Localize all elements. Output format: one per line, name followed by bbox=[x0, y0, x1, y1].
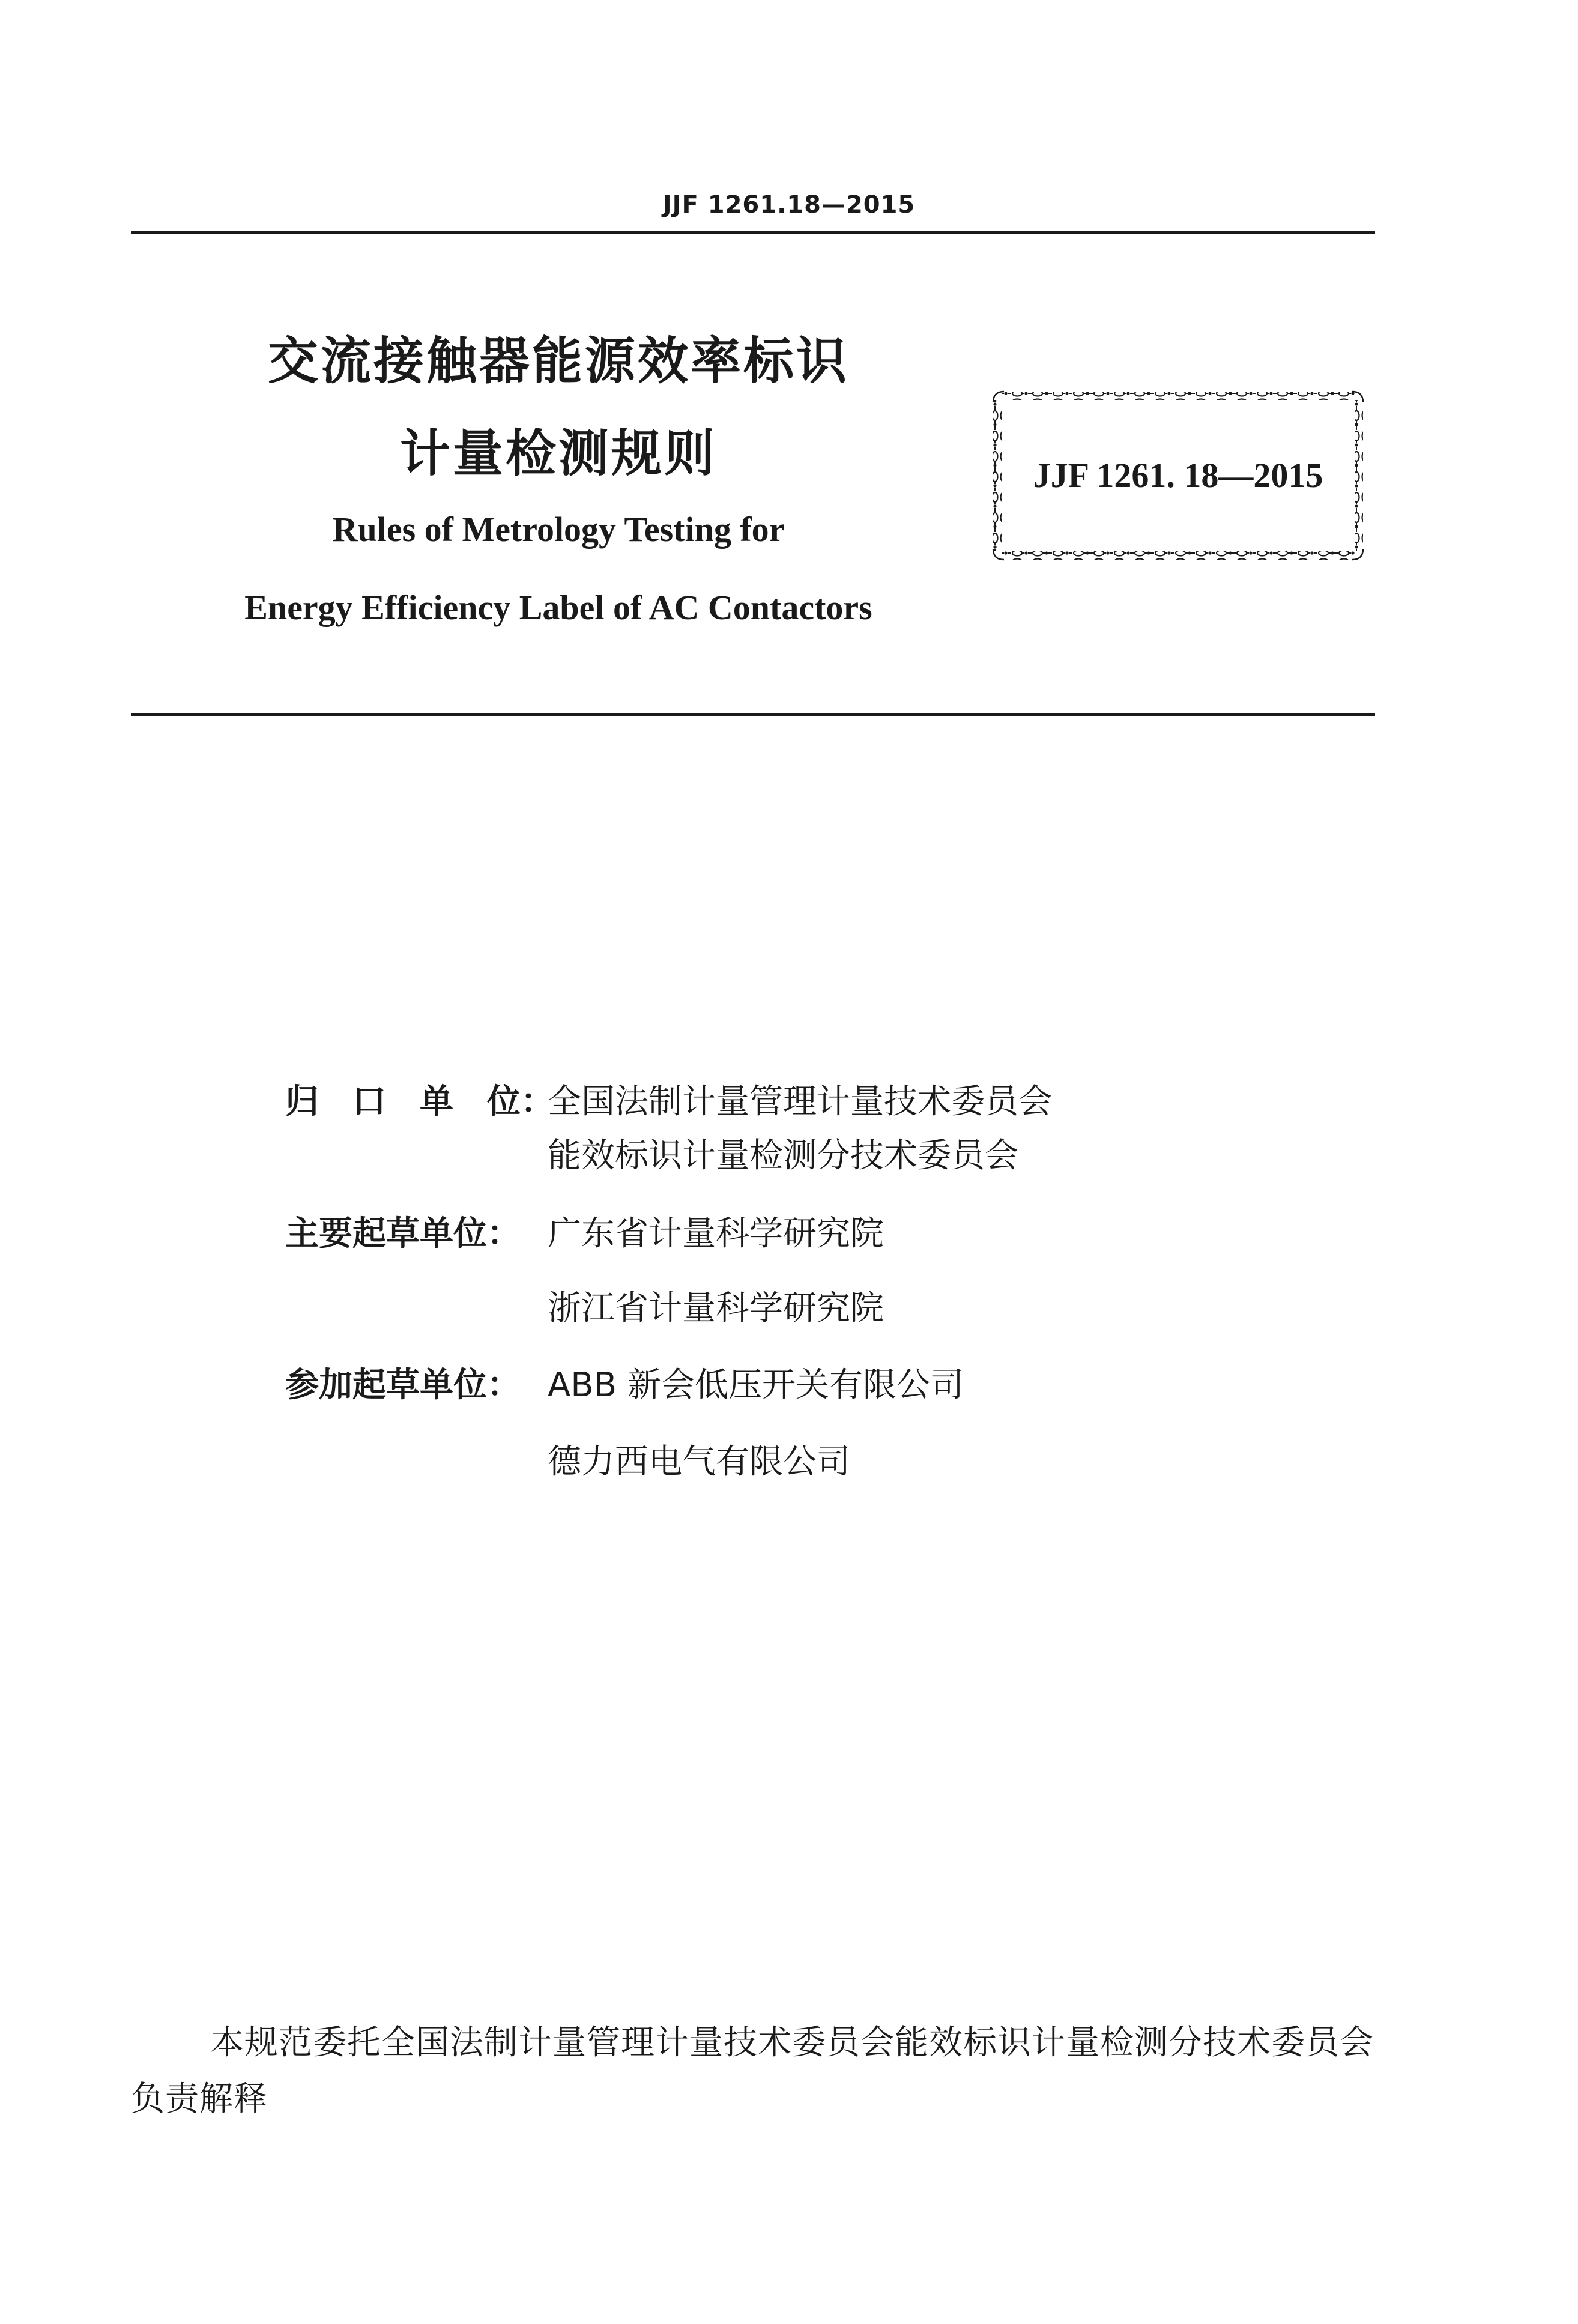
responsible-unit-line-2: 能效标识计量检测分技术委员会 bbox=[548, 1136, 1018, 1175]
participating-drafting-unit-1: ABB 新会低压开关有限公司 bbox=[548, 1366, 964, 1405]
title-english-line-1: Rules of Metrology Testing for bbox=[332, 510, 785, 549]
responsible-unit-label: 归 口 单 位： bbox=[285, 1082, 554, 1121]
interpretation-note: 本规范委托全国法制计量管理计量技术委员会能效标识计量检测分技术委员会负责解释 bbox=[131, 2023, 1374, 2119]
badge-standard-code: JJF 1261. 18—2015 bbox=[1033, 456, 1323, 495]
title-chinese-line-1: 交流接触器能源效率标识 bbox=[267, 331, 849, 390]
title-english-line-2: Energy Efficiency Label of AC Contactors bbox=[244, 588, 872, 627]
header-divider bbox=[131, 231, 1375, 234]
title-divider bbox=[131, 713, 1375, 716]
title-chinese-line-2: 计量检测规则 bbox=[399, 424, 717, 483]
main-drafting-unit-1: 广东省计量科学研究院 bbox=[548, 1214, 884, 1253]
main-drafting-label: 主要起草单位： bbox=[285, 1214, 521, 1253]
participating-drafting-label: 参加起草单位： bbox=[285, 1366, 521, 1405]
responsible-unit-line-1: 全国法制计量管理计量技术委员会 bbox=[548, 1082, 1052, 1121]
standard-number-badge bbox=[991, 389, 1365, 562]
main-drafting-unit-2: 浙江省计量科学研究院 bbox=[548, 1289, 884, 1328]
header-standard-code: JJF 1261.18—2015 bbox=[662, 191, 916, 219]
participating-drafting-unit-2: 德力西电气有限公司 bbox=[548, 1442, 850, 1481]
